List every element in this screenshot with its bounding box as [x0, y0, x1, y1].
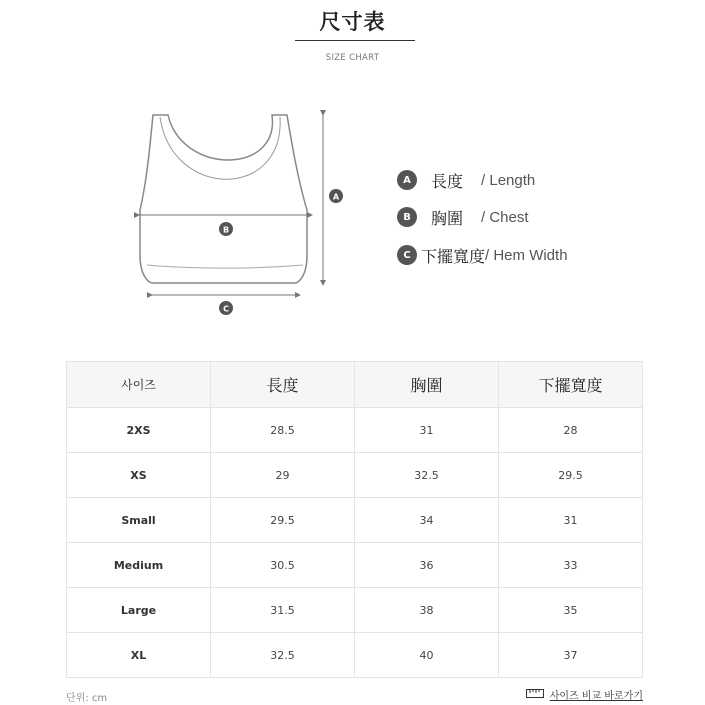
chest-cell: 34	[355, 498, 499, 543]
table-row	[67, 453, 643, 498]
length-cell: 32.5	[211, 633, 355, 678]
length-cell: 29.5	[211, 498, 355, 543]
chest-cell: 32.5	[355, 453, 499, 498]
hem-width-cell: 28	[499, 408, 643, 453]
legend-badge: A	[397, 170, 417, 190]
table-header-chest: 胸圍	[355, 362, 499, 408]
chest-cell: 40	[355, 633, 499, 678]
table-row	[67, 633, 643, 678]
size-table	[66, 361, 643, 678]
size-cell: 2XS	[67, 408, 211, 453]
svg-text:A: A	[332, 192, 340, 202]
table-header-length: 長度	[211, 362, 355, 408]
table-row	[67, 588, 643, 633]
legend-badge: B	[397, 207, 417, 227]
table-row	[67, 408, 643, 453]
title-underline	[295, 40, 415, 41]
chest-cell: 38	[355, 588, 499, 633]
chest-cell: 31	[355, 408, 499, 453]
table-row	[67, 498, 643, 543]
legend-name: 胸圍	[431, 208, 464, 228]
size-cell: XL	[67, 633, 211, 678]
table-header-row	[67, 362, 643, 408]
hem-width-cell: 37	[499, 633, 643, 678]
length-cell: 28.5	[211, 408, 355, 453]
legend-name: 下擺寬度	[421, 246, 486, 266]
badge-c	[219, 301, 233, 315]
svg-text:B: B	[222, 225, 230, 235]
garment-diagram	[120, 105, 360, 325]
hem-band	[147, 265, 303, 268]
size-cell: Large	[67, 588, 211, 633]
page-subtitle: SIZE CHART	[325, 53, 380, 63]
hem-width-cell: 29.5	[499, 453, 643, 498]
length-cell: 29	[211, 453, 355, 498]
length-cell: 30.5	[211, 543, 355, 588]
garment-outline	[140, 115, 307, 283]
size-compare-label[interactable]: 사이즈 비교 바로가기	[549, 691, 643, 702]
legend-label: / Chest	[481, 208, 529, 226]
legend-item-hem-width	[397, 244, 568, 266]
size-compare-link[interactable]	[526, 687, 643, 702]
size-cell: Small	[67, 498, 211, 543]
length-cell: 31.5	[211, 588, 355, 633]
chest-cell: 36	[355, 543, 499, 588]
svg-text:C: C	[223, 304, 229, 314]
table-header-hem-width: 下擺寬度	[499, 362, 643, 408]
badge-b	[219, 222, 233, 236]
size-cell: Medium	[67, 543, 211, 588]
hem-width-cell: 31	[499, 498, 643, 543]
legend-badge: C	[397, 245, 417, 265]
badge-a	[329, 189, 343, 203]
unit-note: 단위: cm	[66, 693, 108, 704]
size-cell: XS	[67, 453, 211, 498]
legend-label: / Hem Width	[485, 246, 568, 264]
ruler-icon	[526, 689, 544, 701]
hem-width-cell: 33	[499, 543, 643, 588]
legend-label: / Length	[481, 171, 536, 189]
hem-width-cell: 35	[499, 588, 643, 633]
table-header-size: 사이즈	[67, 362, 211, 408]
page-title: 尺寸表	[319, 10, 386, 34]
legend-name: 長度	[431, 171, 464, 191]
table-row	[67, 543, 643, 588]
legend-item-length	[397, 169, 535, 191]
legend-item-chest	[397, 206, 529, 228]
